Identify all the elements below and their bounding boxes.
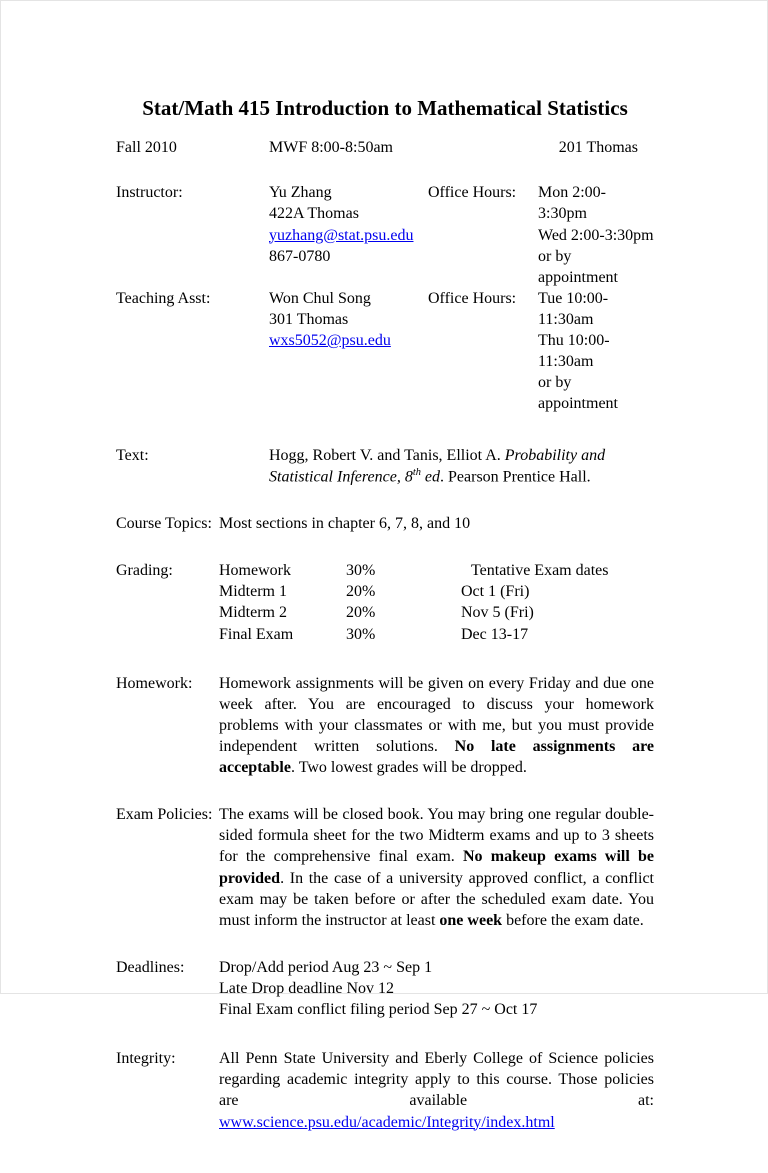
ta-label: Teaching Asst:: [116, 289, 211, 307]
instructor-office-hours: [538, 182, 654, 288]
exam-date: Dec 13-17: [461, 625, 529, 643]
homework-policy-text: Homework assignments will be given on every Friday and due one week after. You are encouraged to discuss your homework problems with your classmates or with me, but you must provide independent written solutions. No late assignments are acceptable. Two lowest grades will be dropped.: [219, 674, 654, 777]
ta-office: 301 Thomas: [269, 311, 349, 329]
exam-date: Oct 1 (Fri): [461, 583, 530, 601]
instructor-details: [269, 182, 428, 288]
integrity-label: Integrity:: [116, 1050, 176, 1068]
homework-label: Homework:: [116, 674, 193, 692]
exam-date: Nov 5 (Fri): [461, 604, 534, 622]
deadlines-section: [116, 957, 654, 1020]
office-hours-line: Wed 2:00-3:30pm: [538, 226, 654, 244]
grading-section: [116, 560, 654, 644]
instructor-office: 422A Thomas: [269, 205, 359, 223]
ta-details: [269, 288, 428, 415]
deadline-item: Late Drop deadline Nov 12: [219, 979, 395, 997]
deadline-item: Final Exam conflict filing period Sep 27 ~ Oct 17: [219, 1001, 538, 1019]
text-section: [116, 445, 654, 488]
header-row: [116, 137, 654, 158]
office-hours-line: Thu 10:00-11:30am: [538, 332, 610, 371]
deadlines-label: Deadlines:: [116, 958, 185, 976]
ta-name: Won Chul Song: [269, 289, 371, 307]
office-hours-line: or by appointment: [538, 247, 618, 286]
text-label: Text:: [116, 446, 149, 464]
grading-row: [219, 602, 654, 623]
term-label: Fall 2010: [116, 139, 177, 157]
exam-policies-section: [116, 804, 654, 931]
grading-item: Midterm 2: [219, 604, 287, 622]
exam-dates-header: Tentative Exam dates: [471, 562, 609, 580]
homework-section: [116, 673, 654, 779]
ta-office-hours-label: Office Hours:: [428, 289, 517, 307]
course-topics-label: Course Topics:: [116, 515, 212, 533]
grading-item: Midterm 1: [219, 583, 287, 601]
deadlines-list: [219, 957, 654, 1020]
deadline-item: Drop/Add period Aug 23 ~ Sep 1: [219, 958, 433, 976]
exam-policies-label: Exam Policies:: [116, 806, 213, 824]
grading-row: [219, 624, 654, 645]
textbook-citation: Hogg, Robert V. and Tanis, Elliot A. Probability and Statistical Inference, 8th ed. Pearson Prentice Hall.: [269, 446, 606, 485]
exam-policies-text: The exams will be closed book. You may bring one regular double-sided formula sheet for the two Midterm exams and up to 3 sheets for the comprehensive final exam. No makeup exams will be provided. In the case of a university approved conflict, a conflict exam may be taken before or after the scheduled exam date. You must inform the instructor at least one week before the exam date.: [219, 806, 654, 929]
integrity-section: [116, 1048, 654, 1132]
course-topics-value: Most sections in chapter 6, 7, 8, and 10: [219, 515, 471, 533]
office-hours-line: Mon 2:00-3:30pm: [538, 184, 606, 223]
course-title: Stat/Math 415 Introduction to Mathematical Statistics: [142, 96, 628, 120]
office-hours-line: Tue 10:00-11:30am: [538, 289, 609, 329]
grading-table: [219, 560, 654, 644]
instructor-phone: 867-0780: [269, 247, 331, 265]
instructor-office-hours-label: Office Hours:: [428, 184, 517, 202]
syllabus-page: [1, 1, 767, 1173]
grading-item: Final Exam: [219, 625, 294, 643]
instructor-label: Instructor:: [116, 184, 183, 202]
room-label: 201 Thomas: [558, 139, 638, 157]
office-hours-line: or by appointment: [538, 374, 618, 413]
grading-item: Homework: [219, 562, 291, 580]
instructor-email-link[interactable]: yuzhang@stat.psu.edu: [269, 226, 414, 244]
grading-label: Grading:: [116, 562, 173, 580]
integrity-text: [219, 1048, 654, 1132]
ta-email-link[interactable]: wxs5052@psu.edu: [269, 332, 391, 350]
grading-weight: 30%: [346, 625, 376, 643]
grading-weight: 20%: [346, 604, 376, 622]
instructor-name: Yu Zhang: [269, 184, 332, 202]
course-topics-section: [116, 513, 654, 534]
grading-row: [219, 581, 654, 602]
ta-office-hours: [538, 288, 654, 415]
teaching-assistant-section: [116, 288, 654, 415]
instructor-section: [116, 182, 654, 288]
schedule-label: MWF 8:00-8:50am: [269, 139, 393, 157]
grading-weight: 30%: [346, 562, 376, 580]
grading-row: [219, 560, 654, 581]
grading-weight: 20%: [346, 583, 376, 601]
integrity-policy-link[interactable]: www.science.psu.edu/academic/Integrity/index.html: [219, 1113, 555, 1131]
integrity-statement: All Penn State University and Eberly College of Science policies regarding academic integrity apply to this course. Those policies are available at:: [219, 1050, 654, 1110]
